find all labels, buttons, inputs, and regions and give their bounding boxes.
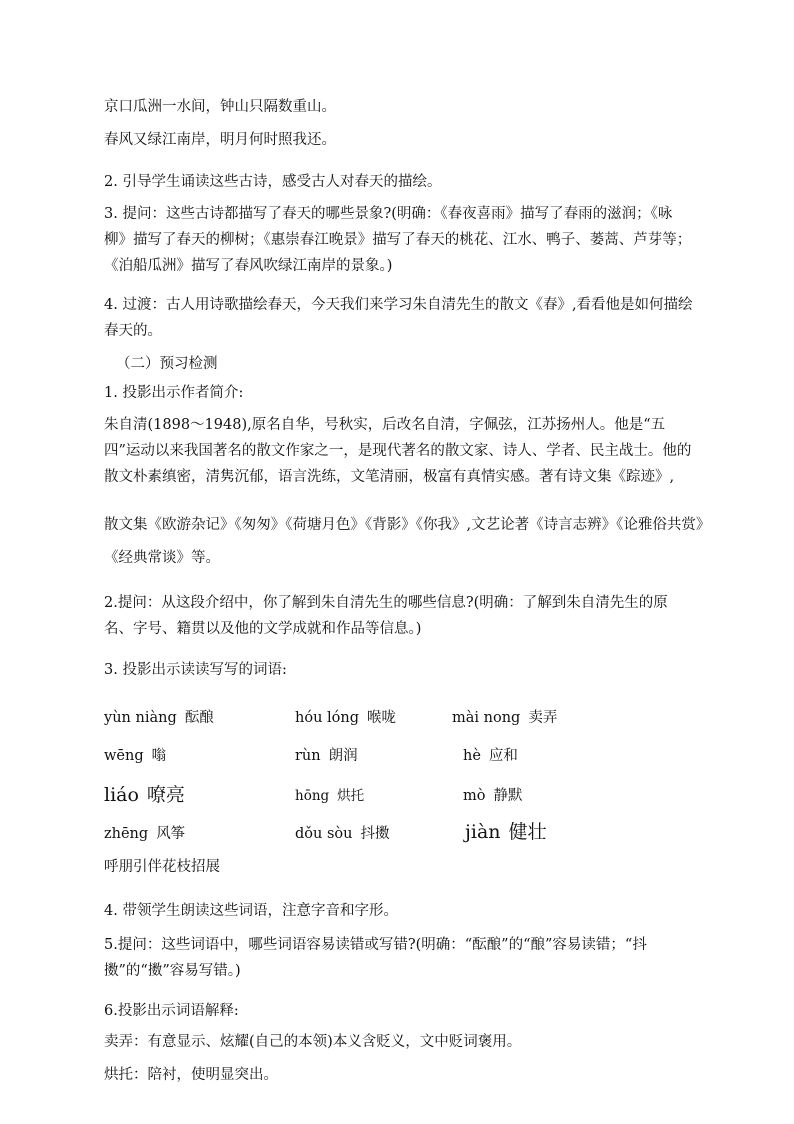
author-bio: 朱自清(1898～1948),原名自华，号秋实，后改名自清，字佩弦，江苏扬州人。他是“五四”运动以来我国著名的散文作家之一，是现代著名的散文家、诗人、学者、民主战士。他的散文朴素缜密，清隽沉郁，语言洗练，文笔清丽，极富有真情实感。著有诗文集《踪迹》, [104, 417, 692, 485]
step-4: 4. 过渡：古人用诗歌描绘春天，今天我们来学习朱自清先生的散文《春》,看看他是如何描绘春天的。 [104, 297, 693, 339]
vocab-item [104, 706, 214, 727]
vocab-item [295, 744, 358, 765]
vocab-word: 风筝 [156, 826, 186, 842]
vocab-word: 嗡 [151, 748, 167, 764]
vocab-pinyin: jiàn [465, 821, 501, 843]
poem-line-2: 春风又绿江南岸，明月何时照我还。 [104, 132, 336, 148]
vocab-pinyin: dǒu sòu [295, 826, 353, 842]
vocab-pinyin: hōng [295, 788, 330, 804]
vocab-pinyin: yùn niàng [104, 710, 177, 726]
vocab-item [463, 744, 518, 765]
vocab-word: 嘹亮 [146, 784, 185, 806]
vocab-extra: 呼朋引伴花枝招展 [104, 859, 220, 875]
vocab-word: 酝酿 [184, 710, 214, 726]
poem-line-1: 京口瓜洲一水间，钟山只隔数重山。 [104, 99, 336, 115]
vocab-pinyin: zhēng [104, 826, 149, 842]
vocab-pinyin: hè [463, 748, 481, 764]
vocab-word: 卖弄 [528, 710, 558, 726]
definition-maino: 卖弄：有意显示、炫耀(自己的本领)本义含贬义，文中贬词褒用。 [104, 1034, 522, 1050]
vocab-word: 静默 [493, 788, 523, 804]
vocab-word: 抖擞 [360, 826, 390, 842]
vocab-pinyin: wēng [104, 748, 144, 764]
step-4-read-aloud: 4. 带领学生朗读这些词语，注意字音和字形。 [104, 903, 398, 919]
vocab-pinyin: mài nong [452, 710, 521, 726]
step-5-question: 5.提问：这些词语中，哪些词语容易读错或写错?(明确：“酝酿”的“酿”容易读错；“抖擞”的“擞”容易写错。) [104, 937, 647, 979]
vocab-item [295, 706, 396, 727]
vocab-pinyin: mò [463, 788, 486, 804]
vocab-item [465, 817, 547, 844]
step-3: 3. 提问：这些古诗都描写了春天的哪些景象?(明确：《春夜喜雨》描写了春雨的滋润；《咏柳》描写了春天的柳树；《惠崇春江晚景》描写了春天的桃花、江水、鸭子、蒌蒿、芦芽等；《泊船瓜洲》描写了春风吹绿江南岸的景象。) [104, 206, 692, 274]
section2-item-3: 3. 投影出示读读写写的词语: [104, 662, 287, 678]
vocab-item [295, 784, 364, 804]
author-works-line-1: 散文集《欧游杂记》《匆匆》《荷塘月色》《背影》《你我》,文艺论著《诗言志辨》《论雅俗共赏》 [104, 517, 711, 533]
vocab-item [104, 744, 166, 765]
vocab-word: 烘托 [337, 788, 365, 804]
step-2: 2. 引导学生诵读这些古诗，感受古人对春天的描绘。 [104, 174, 442, 190]
vocab-item [104, 780, 185, 807]
vocab-word: 应和 [488, 748, 518, 764]
vocab-item [463, 784, 522, 805]
vocab-pinyin: liáo [104, 784, 139, 806]
section2-item-1: 1. 投影出示作者简介: [104, 385, 244, 401]
vocab-item [452, 706, 557, 727]
definition-hongtuo: 烘托：陪衬，使明显突出。 [104, 1067, 278, 1083]
vocab-word: 健壮 [508, 821, 547, 843]
section-heading-preview-check: （二）预习检测 [116, 356, 218, 372]
vocab-item [295, 822, 389, 843]
vocab-item [104, 822, 185, 843]
vocab-pinyin: rùn [295, 748, 321, 764]
vocab-word: 朗润 [328, 748, 358, 764]
step-6-definitions: 6.投影出示词语解释: [104, 1003, 239, 1019]
vocab-pinyin: hóu lóng [295, 710, 360, 726]
vocab-word: 喉咙 [367, 710, 397, 726]
section2-item-2: 2.提问：从这段介绍中，你了解到朱自清先生的哪些信息?(明确：了解到朱自清先生的原名、字号、籍贯以及他的文学成就和作品等信息。) [104, 595, 668, 637]
author-works-line-2: 《经典常谈》等。 [104, 550, 220, 566]
